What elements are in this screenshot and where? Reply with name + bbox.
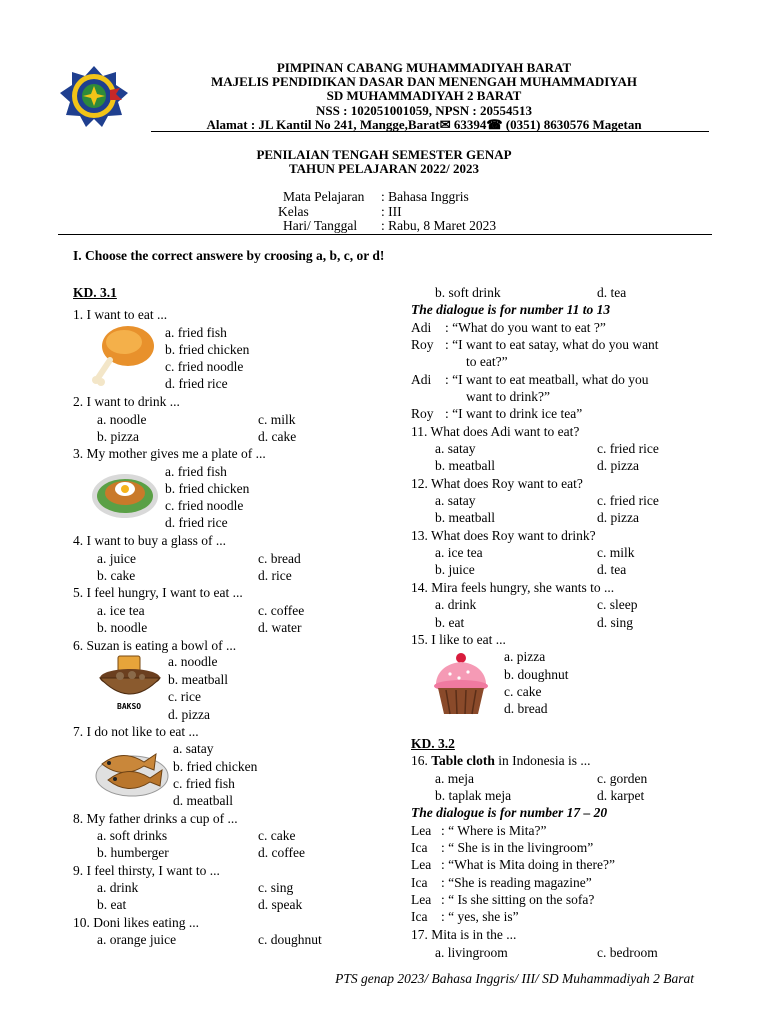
- q4-option-d: d. rice: [258, 568, 292, 583]
- q15-option-c: c. cake: [504, 684, 542, 699]
- q1-option-a: a. fried fish: [165, 325, 227, 340]
- q13-option-a: a. ice tea: [435, 545, 483, 560]
- q17-option-c: c. bedroom: [597, 945, 658, 960]
- question-8: 8. My father drinks a cup of ...: [73, 811, 238, 826]
- question-2: 2. I want to drink ...: [73, 394, 180, 409]
- question-12: 12. What does Roy want to eat?: [411, 476, 583, 491]
- dialogue-2-line-1: : “ Where is Mita?”: [441, 823, 547, 838]
- q4-option-a: a. juice: [97, 551, 136, 566]
- bakso-label: BAKSO: [117, 702, 142, 711]
- q8-option-b: b. humberger: [97, 845, 169, 860]
- q2-option-d: d. cake: [258, 429, 297, 444]
- info-value-class: : III: [381, 204, 402, 219]
- kd-3-1-heading: KD. 3.1: [73, 285, 117, 300]
- q7-option-d: d. meatball: [173, 793, 233, 808]
- header-line-4: NSS : 102051001059, NPSN : 20554513: [316, 103, 532, 118]
- dialogue-2-speaker-2: Ica: [411, 840, 428, 855]
- q15-option-d: d. bread: [504, 701, 548, 716]
- q2-option-c: c. milk: [258, 412, 296, 427]
- q16-keyword: Table cloth: [431, 753, 495, 768]
- q6-option-b: b. meatball: [168, 672, 228, 687]
- q11-option-a: a. satay: [435, 441, 476, 456]
- fried-fish-icon: [94, 742, 170, 798]
- q12-option-b: b. meatball: [435, 510, 495, 525]
- question-15: 15. I like to eat ...: [411, 632, 506, 647]
- dialogue-1-line-4: : “I want to eat meatball, what do you: [445, 372, 649, 387]
- q10-option-a: a. orange juice: [97, 932, 177, 947]
- kd-3-2-heading: KD. 3.2: [411, 736, 455, 751]
- q4-option-c: c. bread: [258, 551, 301, 566]
- q13-option-b: b. juice: [435, 562, 475, 577]
- q13-option-c: c. milk: [597, 545, 635, 560]
- q11-option-b: b. meatball: [435, 458, 495, 473]
- q15-option-a: a. pizza: [504, 649, 546, 664]
- question-16: [411, 752, 591, 769]
- q12-option-d: d. pizza: [597, 510, 639, 525]
- q17-option-a: a. livingroom: [435, 945, 508, 960]
- q3-option-b: b. fried chicken: [165, 481, 250, 496]
- info-label-date: Hari/ Tanggal: [283, 218, 358, 233]
- q16-rest: in Indonesia is ...: [494, 753, 591, 768]
- q9-option-a: a. drink: [97, 880, 139, 895]
- dialogue-1-speaker-4: Adi: [411, 372, 432, 387]
- q7-option-c: c. fried fish: [173, 776, 235, 791]
- q9-option-c: c. sing: [258, 880, 294, 895]
- question-7: 7. I do not like to eat ...: [73, 724, 199, 739]
- dialogue-1-line-5: want to drink?”: [466, 389, 550, 404]
- q4-option-b: b. cake: [97, 568, 136, 583]
- q8-option-d: d. coffee: [258, 845, 305, 860]
- q11-option-c: c. fried rice: [597, 441, 659, 456]
- q10-option-c: c. doughnut: [258, 932, 322, 947]
- exam-title-2: TAHUN PELAJARAN 2022/ 2023: [288, 161, 480, 176]
- question-10: 10. Doni likes eating ...: [73, 915, 199, 930]
- q15-option-b: b. doughnut: [504, 667, 569, 682]
- q1-option-c: c. fried noodle: [165, 359, 244, 374]
- question-4: 4. I want to buy a glass of ...: [73, 533, 226, 548]
- dialogue-1-speaker-1: Adi: [411, 320, 432, 335]
- q3-option-d: d. fried rice: [165, 515, 228, 530]
- info-value-subject: : Bahasa Inggris: [381, 189, 469, 204]
- q14-option-d: d. sing: [597, 615, 634, 630]
- dialogue-2-speaker-3: Lea: [411, 857, 432, 872]
- q8-option-c: c. cake: [258, 828, 296, 843]
- exam-title-1: PENILAIAN TENGAH SEMESTER GENAP: [256, 147, 512, 162]
- q6-option-d: d. pizza: [168, 707, 210, 722]
- q12-option-a: a. satay: [435, 493, 476, 508]
- header-line-1: PIMPINAN CABANG MUHAMMADIYAH BARAT: [276, 60, 572, 75]
- question-11: 11. What does Adi want to eat?: [411, 424, 580, 439]
- dialogue-2-line-6: : “ yes, she is”: [441, 909, 519, 924]
- q13-option-d: d. tea: [597, 562, 627, 577]
- dialogue-1-line-6: : “I want to drink ice tea”: [445, 406, 583, 421]
- q12-option-c: c. fried rice: [597, 493, 659, 508]
- q5-option-b: b. noodle: [97, 620, 148, 635]
- q16-option-c: c. gorden: [597, 771, 648, 786]
- question-13: 13. What does Roy want to drink?: [411, 528, 596, 543]
- dialogue-1-line-1: : “What do you want to eat ?”: [445, 320, 606, 335]
- q6-option-a: a. noodle: [168, 654, 218, 669]
- q14-option-b: b. eat: [435, 615, 465, 630]
- instruction: I. Choose the correct answere by croosing a, b, c, or d!: [73, 248, 385, 263]
- dialogue-1-speaker-6: Roy: [411, 406, 434, 421]
- question-14: 14. Mira feels hungry, she wants to ...: [411, 580, 615, 595]
- q10-option-d: d. tea: [597, 285, 627, 300]
- dialogue-2-speaker-5: Lea: [411, 892, 432, 907]
- cupcake-icon: [428, 650, 494, 718]
- q2-option-b: b. pizza: [97, 429, 139, 444]
- q16-number: 16.: [411, 753, 432, 768]
- header-line-3: SD MUHAMMADIYAH 2 BARAT: [326, 88, 522, 103]
- dialogue-1-line-2: : “I want to eat satay, what do you want: [445, 337, 659, 352]
- question-3: 3. My mother gives me a plate of ...: [73, 446, 266, 461]
- q6-option-c: c. rice: [168, 689, 201, 704]
- dialogue-2-line-2: : “ She is in the livingroom”: [441, 840, 594, 855]
- dialogue-2-speaker-4: Ica: [411, 875, 428, 890]
- q10-option-b: b. soft drink: [435, 285, 501, 300]
- dialogue-1-heading: The dialogue is for number 11 to 13: [411, 302, 611, 317]
- info-label-class: Kelas: [278, 204, 309, 219]
- fried-chicken-icon: [90, 322, 160, 386]
- dialogue-2-speaker-1: Lea: [411, 823, 432, 838]
- q7-option-a: a. satay: [173, 741, 214, 756]
- q9-option-b: b. eat: [97, 897, 127, 912]
- q5-option-c: c. coffee: [258, 603, 305, 618]
- dialogue-1-line-3: to eat?”: [466, 354, 508, 369]
- question-9: 9. I feel thirsty, I want to ...: [73, 863, 220, 878]
- q3-option-a: a. fried fish: [165, 464, 227, 479]
- question-17: 17. Mita is in the ...: [411, 927, 517, 942]
- dialogue-2-heading: The dialogue is for number 17 – 20: [411, 805, 608, 820]
- dialogue-2-line-3: : “What is Mita doing in there?”: [441, 857, 615, 872]
- info-value-date: : Rabu, 8 Maret 2023: [381, 218, 497, 233]
- q14-option-c: c. sleep: [597, 597, 638, 612]
- q3-option-c: c. fried noodle: [165, 498, 244, 513]
- q16-option-d: d. karpet: [597, 788, 645, 803]
- q1-option-b: b. fried chicken: [165, 342, 250, 357]
- header-line-5: Alamat : JL Kantil No 241, Mangge,Barat✉ 63394☎ (0351) 8630576 Magetan: [206, 117, 642, 132]
- header-rule: [151, 131, 709, 132]
- page-footer: PTS genap 2023/ Bahasa Inggris/ III/ SD Muhammadiyah 2 Barat: [335, 971, 694, 986]
- dialogue-2-line-4: : “She is reading magazine”: [441, 875, 592, 890]
- q2-option-a: a. noodle: [97, 412, 147, 427]
- q14-option-a: a. drink: [435, 597, 477, 612]
- q1-option-d: d. fried rice: [165, 376, 228, 391]
- info-rule: [58, 234, 712, 235]
- question-5: 5. I feel hungry, I want to eat ...: [73, 585, 243, 600]
- info-label-subject: Mata Pelajaran: [283, 189, 365, 204]
- q11-option-d: d. pizza: [597, 458, 639, 473]
- q9-option-d: d. speak: [258, 897, 303, 912]
- q16-option-b: b. taplak meja: [435, 788, 512, 803]
- header-line-2: MAJELIS PENDIDIKAN DASAR DAN MENENGAH MUHAMMADIYAH: [211, 74, 637, 89]
- q5-option-d: d. water: [258, 620, 302, 635]
- q7-option-b: b. fried chicken: [173, 759, 258, 774]
- q8-option-a: a. soft drinks: [97, 828, 168, 843]
- dialogue-2-line-5: : “ Is she sitting on the sofa?: [441, 892, 595, 907]
- q5-option-a: a. ice tea: [97, 603, 145, 618]
- q16-option-a: a. meja: [435, 771, 474, 786]
- fried-rice-plate-icon: [90, 466, 160, 522]
- question-1: 1. I want to eat ...: [73, 307, 168, 322]
- dialogue-1-speaker-2: Roy: [411, 337, 434, 352]
- question-6: 6. Suzan is eating a bowl of ...: [73, 638, 237, 653]
- dialogue-2-speaker-6: Ica: [411, 909, 428, 924]
